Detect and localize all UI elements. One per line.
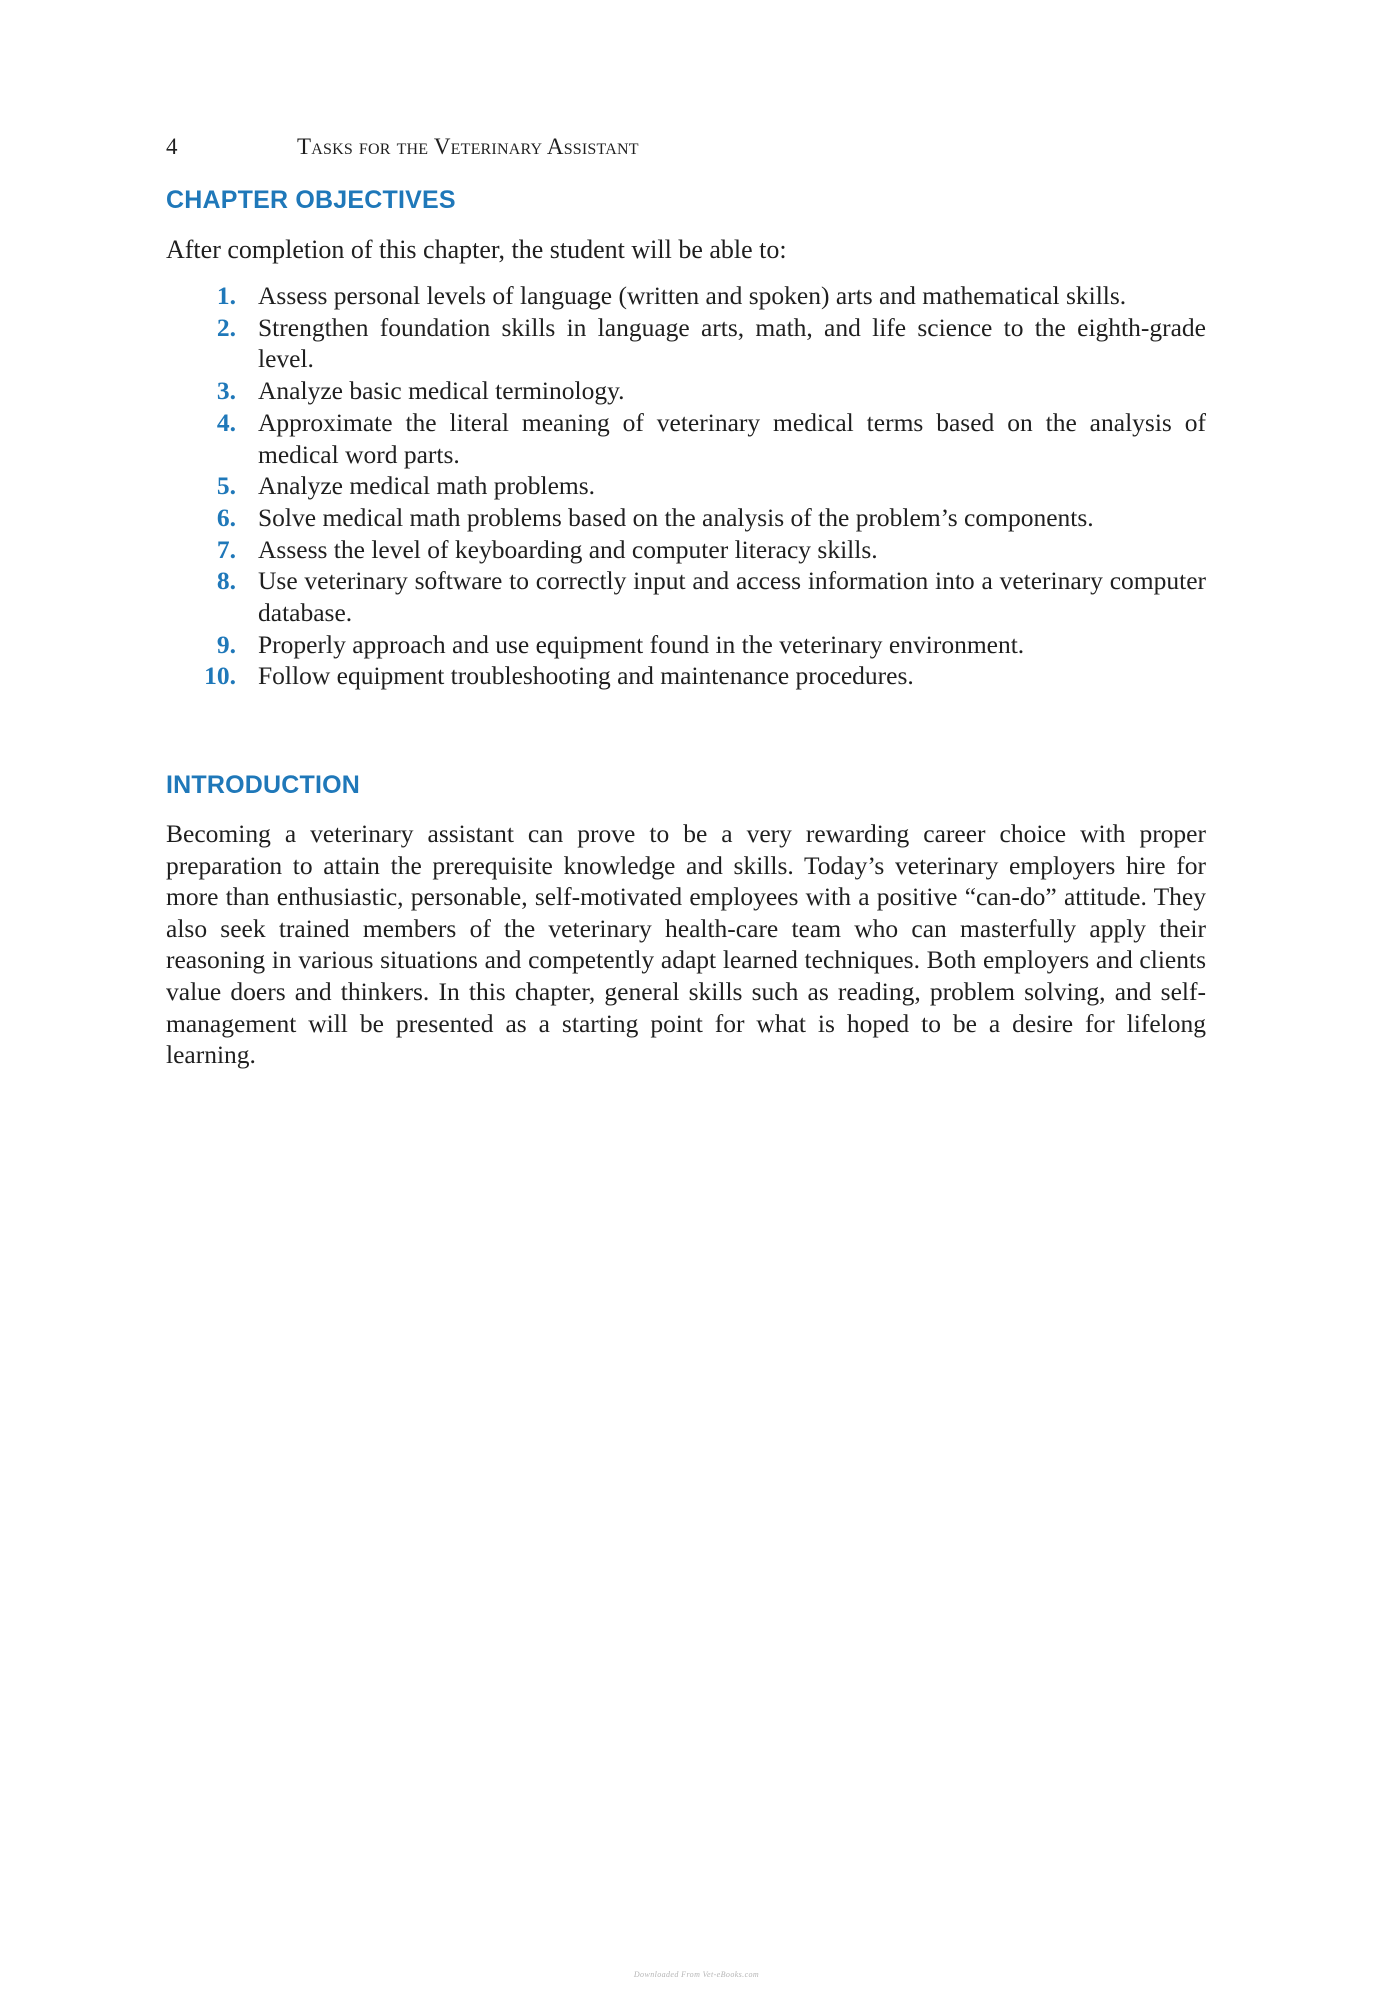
objective-text: Analyze medical math problems. <box>258 471 596 501</box>
objective-item <box>166 312 1206 375</box>
objective-item <box>166 534 1206 566</box>
objective-number: 9. <box>216 629 236 659</box>
objective-item <box>166 280 1206 312</box>
objective-text: Use veterinary software to correctly input and access information into a veterinary computer database. <box>258 566 1206 628</box>
chapter-objectives-heading: CHAPTER OBJECTIVES <box>166 186 456 214</box>
objective-number: 1. <box>216 281 236 310</box>
objective-item <box>166 375 1206 407</box>
objective-item <box>166 470 1206 502</box>
objective-number: 6. <box>216 502 236 532</box>
introduction-heading: INTRODUCTION <box>166 771 361 799</box>
objective-number: 10. <box>204 661 236 691</box>
objective-text: Follow equipment troubleshooting and maintenance procedures. <box>258 661 914 691</box>
objective-item <box>166 629 1206 661</box>
objective-text: Properly approach and use equipment found in the veterinary environment. <box>258 629 1025 659</box>
objective-text: Solve medical math problems based on the analysis of the problem’s components. <box>258 502 1094 532</box>
running-title: Tasks for the Veterinary Assistant <box>297 134 639 159</box>
objective-text: Analyze basic medical terminology. <box>258 376 625 406</box>
objective-number: 4. <box>216 407 236 437</box>
objective-item <box>166 407 1206 470</box>
objective-number: 7. <box>216 534 236 564</box>
objective-text: Assess the level of keyboarding and computer literacy skills. <box>258 534 878 564</box>
objective-number: 2. <box>216 312 236 342</box>
objective-item <box>166 502 1206 534</box>
objective-number: 8. <box>216 566 236 596</box>
objective-text: Assess personal levels of language (written and spoken) arts and mathematical skills. <box>258 281 1127 310</box>
objectives-intro: After completion of this chapter, the student will be able to: <box>166 235 787 264</box>
objective-text: Strengthen foundation skills in language arts, math, and life science to the eighth-grade level. <box>258 312 1206 374</box>
objectives-list <box>166 280 1206 692</box>
objective-item <box>166 565 1206 628</box>
download-watermark: Downloaded From Vet-eBooks.com <box>633 1970 760 1979</box>
objective-item <box>166 660 1206 692</box>
page-number: 4 <box>166 134 178 159</box>
introduction-paragraph: Becoming a veterinary assistant can prove to be a very rewarding career choice with proper preparation to attain the prerequisite knowledge and skills. Today’s veterinary employers hire for more than enthusiastic, personable, self-motivated employees with a positive “can-do” attitude. They also seek trained members of the veterinary health-care team who can masterfully apply their reasoning in various situations and competently adapt learned techniques. Both employers and clients value doers and thinkers. In this chapter, general skills such as reading, problem solving, and self-management will be presented as a starting point for what is hoped to be a desire for lifelong learning. <box>166 819 1206 1070</box>
running-head <box>166 131 1206 163</box>
objective-text: Approximate the literal meaning of veterinary medical terms based on the analysis of medical word parts. <box>258 407 1206 469</box>
objective-number: 5. <box>216 471 236 501</box>
objective-number: 3. <box>216 376 236 406</box>
